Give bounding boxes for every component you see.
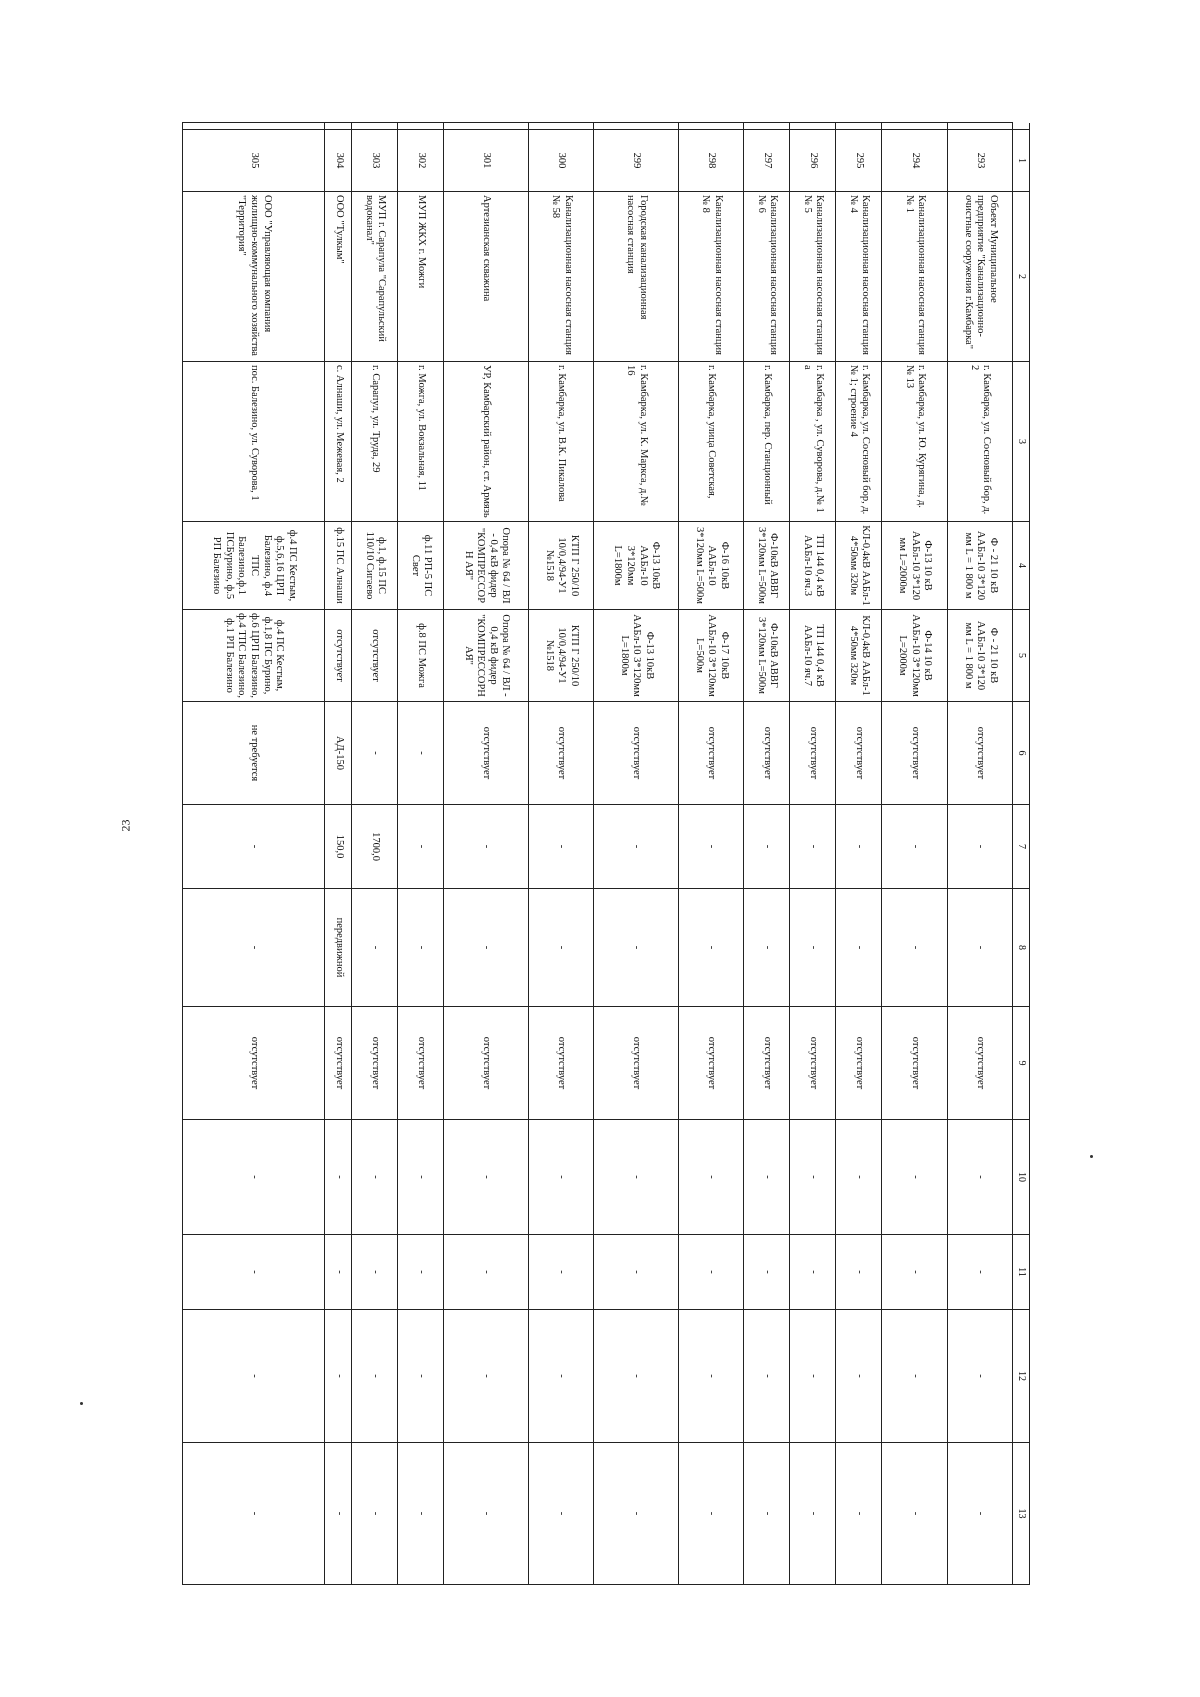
column-number: 7 xyxy=(1013,805,1030,889)
col13-value: - xyxy=(183,1443,325,1585)
feeder-reserve: КТП Г 250/10 10/0,4/94-У1 №1518 xyxy=(528,610,593,702)
col9-value: отсутствует xyxy=(790,1007,836,1120)
row-spacer xyxy=(325,123,352,130)
col10-value: - xyxy=(790,1120,836,1235)
header-spacer xyxy=(1013,123,1030,130)
col7-value: 150,0 xyxy=(325,805,352,889)
table-row xyxy=(947,123,1012,1585)
feeder-primary: Ф-13 10кВ ААБл-10 3*120мм L=1800м xyxy=(594,522,679,610)
col9-value: отсутствует xyxy=(325,1007,352,1120)
object-name: МУП г. Сарапула "Сарапульский водоканал" xyxy=(352,192,398,362)
row-number: 304 xyxy=(325,130,352,192)
backup-source: отсутствует xyxy=(790,702,836,805)
object-name: ООО "Тулкым" xyxy=(325,192,352,362)
object-name: Канализационная насосная станция № 4 xyxy=(836,192,882,362)
table-row xyxy=(444,123,529,1585)
backup-source: АД-150 xyxy=(325,702,352,805)
col10-value: - xyxy=(183,1120,325,1235)
table-row xyxy=(678,123,743,1585)
col8-value: - xyxy=(882,889,947,1007)
object-address: г. Камбарка, ул. В.К. Пикалова xyxy=(528,362,593,522)
object-address: г. Камбарка, ул. Ю. Курягина, д. № 13 xyxy=(882,362,947,522)
col10-value: - xyxy=(528,1120,593,1235)
col10-value: - xyxy=(444,1120,529,1235)
col8-value: передвижной xyxy=(325,889,352,1007)
col12-value: - xyxy=(528,1310,593,1443)
col7-value: - xyxy=(444,805,529,889)
col13-value: - xyxy=(398,1443,444,1585)
col10-value: - xyxy=(398,1120,444,1235)
col8-value: - xyxy=(790,889,836,1007)
col10-value: - xyxy=(836,1120,882,1235)
backup-source: - xyxy=(352,702,398,805)
row-spacer xyxy=(444,123,529,130)
col12-value: - xyxy=(882,1310,947,1443)
backup-source: - xyxy=(398,702,444,805)
col7-value: - xyxy=(594,805,679,889)
column-number: 11 xyxy=(1013,1235,1030,1310)
backup-source: отсутствует xyxy=(444,702,529,805)
feeder-primary: Ф-16 10кВ ААБл-10 3*120мм L=500м xyxy=(678,522,743,610)
table-row xyxy=(352,123,398,1585)
feeder-reserve: Опора № 64 / ВЛ - 0,4 кВ фидер "КОМПРЕССОРН АЯ" xyxy=(444,610,529,702)
object-name: Артезианская скважина xyxy=(444,192,529,362)
scan-dot xyxy=(80,1402,83,1405)
col12-value: - xyxy=(325,1310,352,1443)
row-spacer xyxy=(183,123,325,130)
col12-value: - xyxy=(947,1310,1012,1443)
object-name: МУП ЖКХ г. Можги xyxy=(398,192,444,362)
backup-source: отсутствует xyxy=(594,702,679,805)
col9-value: отсутствует xyxy=(594,1007,679,1120)
col10-value: - xyxy=(882,1120,947,1235)
feeder-primary: ф.4 ПС Кестым, ф.5,6,16 ЦРП Балезино, ф.4 ТПС Балезино,ф.1 ПСБурино, ф.5 РП Балезино xyxy=(183,522,325,610)
feeder-reserve: Ф - 21 10 кВ ААБл-10 3*120 мм L = 1 800 м xyxy=(947,610,1012,702)
col7-value: - xyxy=(947,805,1012,889)
col11-value: - xyxy=(947,1235,1012,1310)
col13-value: - xyxy=(444,1443,529,1585)
backup-source: отсутствует xyxy=(528,702,593,805)
col12-value: - xyxy=(836,1310,882,1443)
object-address: пос. Балезино, ул. Суворова, 1 xyxy=(183,362,325,522)
col13-value: - xyxy=(744,1443,790,1585)
row-number: 298 xyxy=(678,130,743,192)
object-name: Канализационная насосная станция № 6 xyxy=(744,192,790,362)
col9-value: отсутствует xyxy=(836,1007,882,1120)
col13-value: - xyxy=(836,1443,882,1585)
row-spacer xyxy=(836,123,882,130)
feeder-primary: КЛ-0,4кВ ААБл-1 4*50мм 320м xyxy=(836,522,882,610)
feeder-reserve: Ф-14 10 кВ ААБл-10 3*120мм L=2000м xyxy=(882,610,947,702)
table-row xyxy=(325,123,352,1585)
feeder-primary: ф.1, ф.15 ПС 110/10 Сигаево xyxy=(352,522,398,610)
col12-value: - xyxy=(444,1310,529,1443)
col8-value: - xyxy=(398,889,444,1007)
feeder-reserve: Ф-10кВ АВВГ 3*120мм L=500м xyxy=(744,610,790,702)
feeder-primary: Ф - 21 10 кВ ААБл-10 3*120 мм L = 1 800 м xyxy=(947,522,1012,610)
column-number: 3 xyxy=(1013,362,1030,522)
data-table xyxy=(182,122,1030,1585)
col11-value: - xyxy=(678,1235,743,1310)
col11-value: - xyxy=(836,1235,882,1310)
object-name: Канализационная насосная станция № 5 xyxy=(790,192,836,362)
col11-value: - xyxy=(183,1235,325,1310)
col7-value: 1700,0 xyxy=(352,805,398,889)
feeder-reserve: отсутствует xyxy=(325,610,352,702)
feeder-reserve: КЛ-0,4кВ ААБл-1 4*50мм 320м xyxy=(836,610,882,702)
table-row xyxy=(744,123,790,1585)
col13-value: - xyxy=(882,1443,947,1585)
table-row xyxy=(183,123,325,1585)
rotated-table-container xyxy=(182,122,1030,1584)
col13-value: - xyxy=(594,1443,679,1585)
object-address: УР, Камбарский район, ст. Армязь xyxy=(444,362,529,522)
feeder-primary: Ф-10кВ АВВГ 3*120мм L=500м xyxy=(744,522,790,610)
header-row xyxy=(1013,123,1030,1585)
feeder-reserve: отсутствует xyxy=(352,610,398,702)
col12-value: - xyxy=(183,1310,325,1443)
column-number: 8 xyxy=(1013,889,1030,1007)
feeder-reserve: ТП 144 0,4 кВ ААБл-10 яч.7 xyxy=(790,610,836,702)
column-number: 1 xyxy=(1013,130,1030,192)
col12-value: - xyxy=(790,1310,836,1443)
row-number: 294 xyxy=(882,130,947,192)
row-number: 295 xyxy=(836,130,882,192)
col13-value: - xyxy=(678,1443,743,1585)
object-address: с. Алнаши, ул. Межевая, 2 xyxy=(325,362,352,522)
row-number: 293 xyxy=(947,130,1012,192)
object-address: г. Камбарка, ул. К. Маркса, д.№ 16 xyxy=(594,362,679,522)
backup-source: не требуется xyxy=(183,702,325,805)
col11-value: - xyxy=(444,1235,529,1310)
col9-value: отсутствует xyxy=(444,1007,529,1120)
row-spacer xyxy=(678,123,743,130)
object-address: г. Можга, ул. Вокзальная, 11 xyxy=(398,362,444,522)
row-spacer xyxy=(352,123,398,130)
column-number: 4 xyxy=(1013,522,1030,610)
col11-value: - xyxy=(594,1235,679,1310)
col12-value: - xyxy=(594,1310,679,1443)
feeder-primary: Ф-13 10 кВ ААБл-10 3*120 мм L=2000м xyxy=(882,522,947,610)
feeder-reserve: ф.8 ПС Можга xyxy=(398,610,444,702)
row-spacer xyxy=(398,123,444,130)
backup-source: отсутствует xyxy=(836,702,882,805)
col13-value: - xyxy=(947,1443,1012,1585)
col10-value: - xyxy=(744,1120,790,1235)
row-number: 302 xyxy=(398,130,444,192)
col9-value: отсутствует xyxy=(882,1007,947,1120)
table-row xyxy=(836,123,882,1585)
page-number: 23 xyxy=(118,819,133,832)
row-spacer xyxy=(594,123,679,130)
row-number: 297 xyxy=(744,130,790,192)
object-name: Канализационная насосная станция № 8 xyxy=(678,192,743,362)
backup-source: отсутствует xyxy=(882,702,947,805)
row-spacer xyxy=(882,123,947,130)
object-address: г. Камбарка , ул. Суворова, д.№ 1 а xyxy=(790,362,836,522)
object-address: г. Сарапул, ул. Труда, 29 xyxy=(352,362,398,522)
row-spacer xyxy=(528,123,593,130)
col9-value: отсутствует xyxy=(183,1007,325,1120)
feeder-primary: ф.11 РП-5 ПС Свет xyxy=(398,522,444,610)
feeder-reserve: ф.4 ПС Кестым, ф.1,8 ПС Бурино, ф.6 ЦРП Балезино, ф.4 ТПС Балезино, ф.1 РП Балезино xyxy=(183,610,325,702)
backup-source: отсутствует xyxy=(678,702,743,805)
col8-value: - xyxy=(352,889,398,1007)
object-name: Городская канализационная насосная станция xyxy=(594,192,679,362)
object-address: г. Камбарка, ул. Сосновый бор, д. 2 xyxy=(947,362,1012,522)
col9-value: отсутствует xyxy=(678,1007,743,1120)
col8-value: - xyxy=(183,889,325,1007)
col13-value: - xyxy=(528,1443,593,1585)
backup-source: отсутствует xyxy=(947,702,1012,805)
table-row xyxy=(882,123,947,1585)
col10-value: - xyxy=(352,1120,398,1235)
col12-value: - xyxy=(352,1310,398,1443)
feeder-primary: КТП Г 250/10 10/0,4/94-У1 №1518 xyxy=(528,522,593,610)
col7-value: - xyxy=(183,805,325,889)
row-spacer xyxy=(947,123,1012,130)
backup-source: отсутствует xyxy=(744,702,790,805)
col9-value: отсутствует xyxy=(947,1007,1012,1120)
col11-value: - xyxy=(744,1235,790,1310)
table-row xyxy=(790,123,836,1585)
col7-value: - xyxy=(398,805,444,889)
col12-value: - xyxy=(744,1310,790,1443)
object-address: г. Камбарка, улица Советская, xyxy=(678,362,743,522)
col9-value: отсутствует xyxy=(398,1007,444,1120)
col9-value: отсутствует xyxy=(744,1007,790,1120)
col8-value: - xyxy=(947,889,1012,1007)
col11-value: - xyxy=(790,1235,836,1310)
row-spacer xyxy=(744,123,790,130)
col8-value: - xyxy=(836,889,882,1007)
column-number: 5 xyxy=(1013,610,1030,702)
col13-value: - xyxy=(352,1443,398,1585)
object-name: Объект Муниципальное предприятие "Канализационно-очистные сооружения г.Камбарка" xyxy=(947,192,1012,362)
row-spacer xyxy=(790,123,836,130)
row-number: 301 xyxy=(444,130,529,192)
column-number: 6 xyxy=(1013,702,1030,805)
col7-value: - xyxy=(678,805,743,889)
feeder-reserve: Ф-13 10кВ ААБл-10 3*120мм L=1800м xyxy=(594,610,679,702)
col10-value: - xyxy=(325,1120,352,1235)
row-number: 305 xyxy=(183,130,325,192)
row-number: 296 xyxy=(790,130,836,192)
col7-value: - xyxy=(882,805,947,889)
col11-value: - xyxy=(528,1235,593,1310)
table-row xyxy=(398,123,444,1585)
col9-value: отсутствует xyxy=(352,1007,398,1120)
col8-value: - xyxy=(744,889,790,1007)
col11-value: - xyxy=(882,1235,947,1310)
column-number: 9 xyxy=(1013,1007,1030,1120)
col7-value: - xyxy=(744,805,790,889)
col13-value: - xyxy=(790,1443,836,1585)
feeder-primary: Опора № 64 / ВЛ - 0,4 кВ фидер "КОМПРЕССОРН АЯ" xyxy=(444,522,529,610)
object-name: ООО "Управляющая компания жилищно-коммунального хозяйства "Территория" xyxy=(183,192,325,362)
col10-value: - xyxy=(947,1120,1012,1235)
table-row xyxy=(528,123,593,1585)
row-number: 303 xyxy=(352,130,398,192)
col10-value: - xyxy=(678,1120,743,1235)
table-row xyxy=(594,123,679,1585)
col10-value: - xyxy=(594,1120,679,1235)
col11-value: - xyxy=(325,1235,352,1310)
column-number: 2 xyxy=(1013,192,1030,362)
column-number: 12 xyxy=(1013,1310,1030,1443)
scan-dot xyxy=(1090,1155,1093,1158)
object-name: Канализационная насосная станция № 58 xyxy=(528,192,593,362)
col8-value: - xyxy=(528,889,593,1007)
object-address: г. Камбарка, ул. Сосновый бор, д.№ 1; строение 4 xyxy=(836,362,882,522)
feeder-primary: ф.15 ПС Алнаши xyxy=(325,522,352,610)
column-number: 13 xyxy=(1013,1443,1030,1585)
col13-value: - xyxy=(325,1443,352,1585)
col8-value: - xyxy=(594,889,679,1007)
row-number: 300 xyxy=(528,130,593,192)
object-address: г. Камбарка, пер. Станционный xyxy=(744,362,790,522)
col7-value: - xyxy=(836,805,882,889)
feeder-reserve: Ф-17 10кВ ААБл-10 3*120мм L=500м xyxy=(678,610,743,702)
col12-value: - xyxy=(398,1310,444,1443)
col7-value: - xyxy=(528,805,593,889)
col11-value: - xyxy=(398,1235,444,1310)
feeder-primary: ТП 144 0,4 кВ ААБл-10 яч.3 xyxy=(790,522,836,610)
object-name: Канализационная насосная станция № 1 xyxy=(882,192,947,362)
col8-value: - xyxy=(444,889,529,1007)
column-number: 10 xyxy=(1013,1120,1030,1235)
col7-value: - xyxy=(790,805,836,889)
col11-value: - xyxy=(352,1235,398,1310)
col9-value: отсутствует xyxy=(528,1007,593,1120)
col12-value: - xyxy=(678,1310,743,1443)
col8-value: - xyxy=(678,889,743,1007)
row-number: 299 xyxy=(594,130,679,192)
